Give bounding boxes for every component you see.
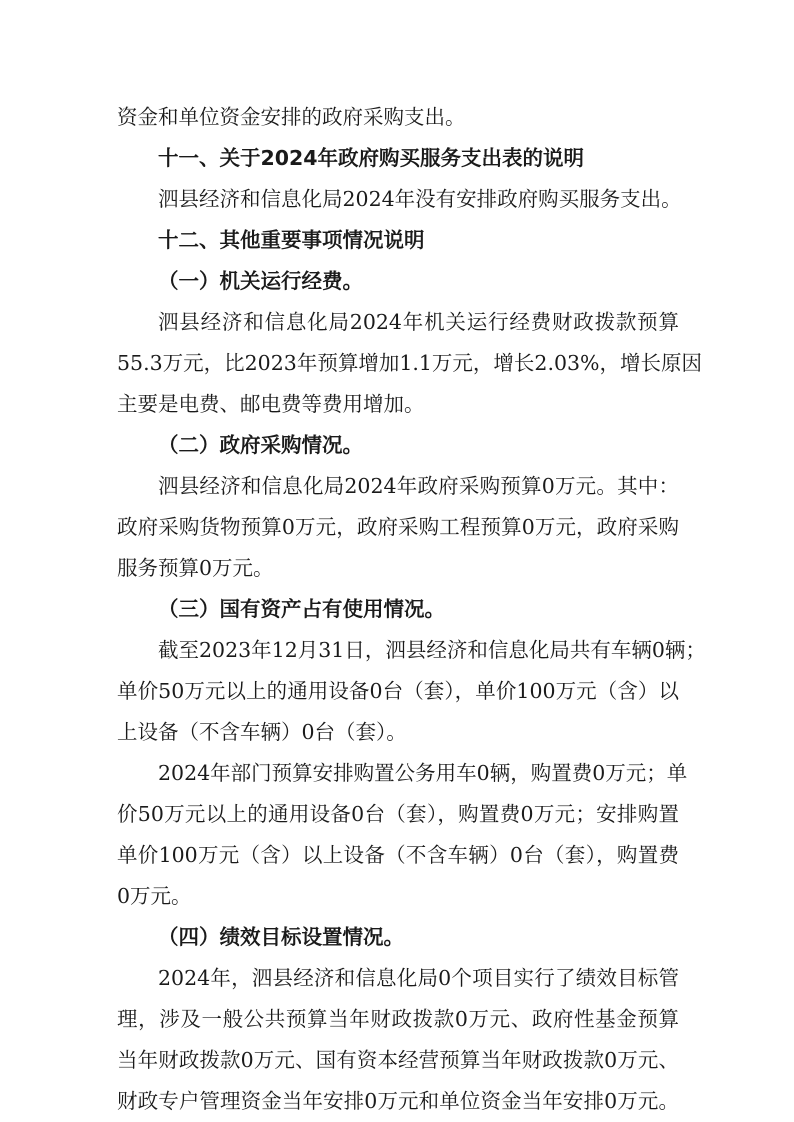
paragraph-line: 单价100万元（含）以上设备（不含车辆）0台（套），购置费: [117, 843, 679, 867]
paragraph-line: 2024年，泗县经济和信息化局0个项目实行了绩效目标管: [158, 966, 679, 990]
paragraph-line: 主要是电费、邮电费等费用增加。: [117, 392, 425, 416]
paragraph-line: 理，涉及一般公共预算当年财政拨款0万元、政府性基金预算: [117, 1007, 679, 1031]
paragraph-line: 截至2023年12月31日，泗县经济和信息化局共有车辆0辆；: [158, 638, 706, 662]
paragraph-line: 服务预算0万元。: [117, 556, 274, 580]
subsection-heading-4: （四）绩效目标设置情况。: [158, 925, 404, 949]
paragraph-line: 财政专户管理资金当年安排0万元和单位资金当年安排0万元。: [117, 1089, 679, 1113]
paragraph-line: 上设备（不含车辆）0台（套）。: [117, 720, 407, 744]
paragraph-line: 泗县经济和信息化局2024年政府采购预算0万元。其中：: [158, 474, 679, 498]
subsection-heading-1: （一）机关运行经费。: [158, 269, 363, 293]
subsection-heading-2: （二）政府采购情况。: [158, 433, 363, 457]
paragraph-line: 单价50万元以上的通用设备0台（套），单价100万元（含）以: [117, 679, 679, 703]
paragraph-line: 2024年部门预算安排购置公务用车0辆，购置费0万元；单: [158, 761, 688, 785]
paragraph-line: 资金和单位资金安排的政府采购支出。: [117, 105, 466, 129]
paragraph-line: 当年财政拨款0万元、国有资本经营预算当年财政拨款0万元、: [117, 1048, 679, 1072]
section-heading-12: 十二、其他重要事项情况说明: [158, 228, 425, 252]
subsection-heading-3: （三）国有资产占有使用情况。: [158, 597, 445, 621]
paragraph-line: 泗县经济和信息化局2024年机关运行经费财政拨款预算: [158, 310, 679, 334]
paragraph-line: 政府采购货物预算0万元，政府采购工程预算0万元，政府采购: [117, 515, 679, 539]
document-body: [117, 97, 706, 1122]
paragraph-line: 55.3万元，比2023年预算增加1.1万元，增长2.03%，增长原因: [117, 351, 703, 375]
section-heading-11: 十一、关于2024年政府购买服务支出表的说明: [158, 146, 585, 170]
paragraph-line: 泗县经济和信息化局2024年没有安排政府购买服务支出。: [158, 187, 682, 211]
paragraph-line: 价50万元以上的通用设备0台（套），购置费0万元；安排购置: [117, 802, 679, 826]
paragraph-line: 0万元。: [117, 884, 192, 908]
